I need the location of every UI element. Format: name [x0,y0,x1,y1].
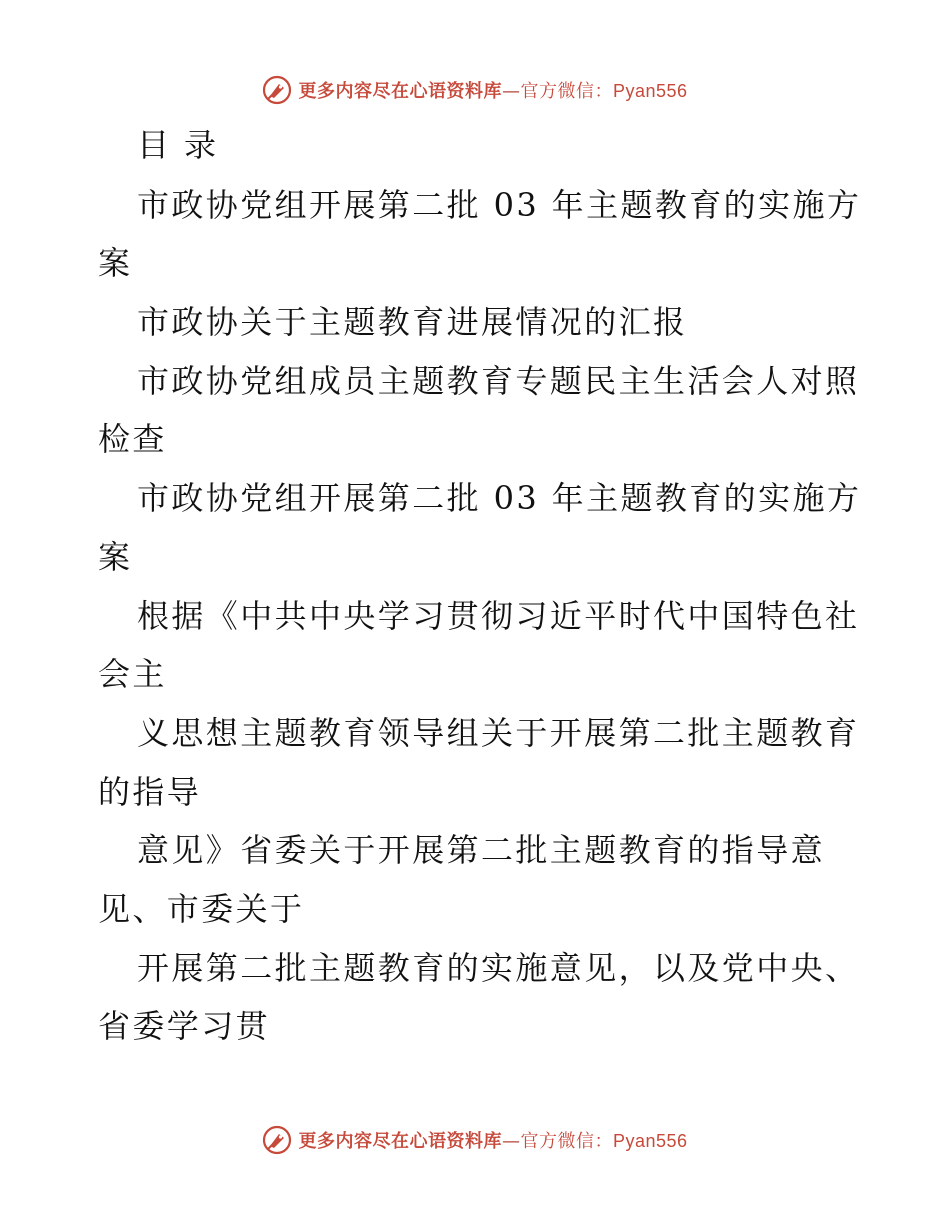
body-line-2-cont: 的指导 [98,773,202,811]
body-line-2: 义思想主题教育领导组关于开展第二批主题教育 [137,714,860,752]
toc-entry-1: 市政协党组开展第二批 03 年主题教育的实施方 [137,186,862,224]
section-title: 市政协党组开展第二批 03 年主题教育的实施方 [137,479,862,517]
watermark-account: Pyan556 [612,81,688,101]
toc-entry-1-cont: 案 [98,244,133,282]
toc-entry-3: 市政协党组成员主题教育专题民主生活会人对照 [137,362,860,400]
body-line-1-cont: 会主 [98,655,167,693]
body-line-3-cont: 见、市委关于 [98,890,305,928]
watermark-account: Pyan556 [612,1131,688,1151]
pen-nib-logo-icon [262,1125,292,1155]
toc-heading: 目 录 [137,126,219,164]
watermark-brand: 更多内容尽在心语资料库 [298,81,502,102]
body-line-1: 根据《中共中央学习贯彻习近平时代中国特色社 [137,597,860,635]
toc-entry-3-cont: 检查 [98,420,167,458]
watermark-dash: — [501,81,521,102]
watermark-banner-bottom [0,1120,950,1160]
watermark-brand: 更多内容尽在心语资料库 [298,1131,502,1152]
watermark-text [298,1127,687,1153]
toc-entry-2: 市政协关于主题教育进展情况的汇报 [137,303,688,341]
watermark-dash: — [501,1131,521,1152]
watermark-label: 官方微信： [520,1131,613,1152]
body-line-4-cont: 省委学习贯 [98,1007,271,1045]
section-title-cont: 案 [98,538,133,576]
body-line-4: 开展第二批主题教育的实施意见，以及党中央、 [137,949,860,987]
watermark-label: 官方微信： [520,81,613,102]
body-line-3: 意见》省委关于开展第二批主题教育的指导意 [137,831,826,869]
